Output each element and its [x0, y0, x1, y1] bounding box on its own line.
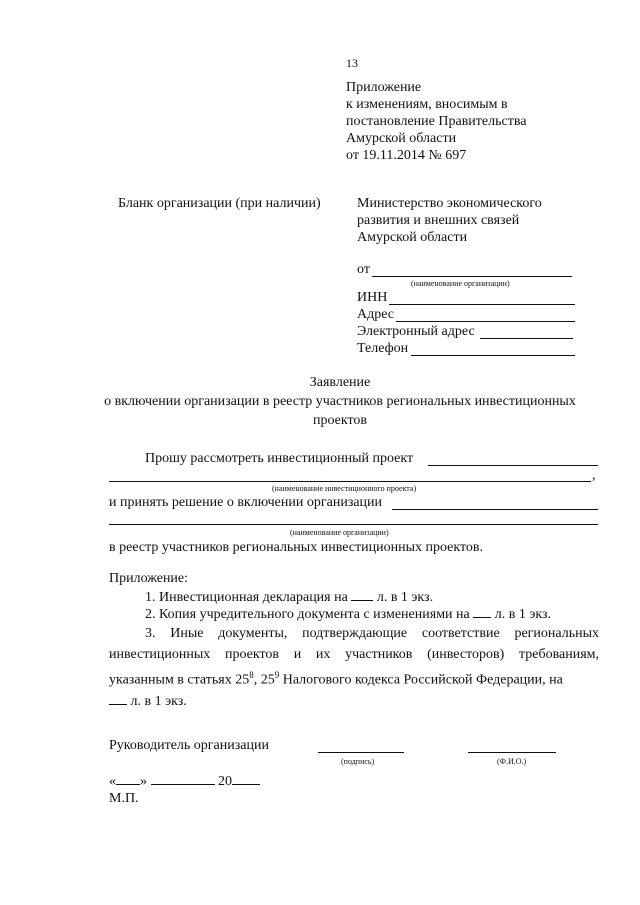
addressee-line-2: развития и внешних связей: [357, 213, 520, 228]
letterhead-label: Бланк организации (при наличии): [118, 196, 321, 211]
page-number: 13: [346, 56, 358, 70]
from-line: [372, 276, 572, 277]
phone-line: [411, 355, 575, 356]
addressee-line-3: Амурской области: [357, 230, 468, 245]
project-line-2: [109, 481, 591, 482]
attachment-item-1: 1. Инвестиционная декларация на л. в 1 экз.: [145, 590, 434, 605]
head-label: Руководитель организации: [109, 738, 269, 753]
project-line-1: [428, 465, 598, 466]
item3-blank: [109, 692, 127, 705]
addressee-line-1: Министерство экономического: [357, 196, 542, 211]
address-line: [396, 321, 575, 322]
appendix-line-4: Амурской области: [346, 131, 457, 146]
year-blank: [232, 772, 260, 785]
registry-text: в реестр участников региональных инвестиционных проектов.: [109, 540, 484, 555]
from-caption: (наименование организации): [411, 279, 510, 288]
name-caption: (Ф.И.О.): [497, 757, 527, 766]
org-line-2: [109, 524, 598, 525]
email-line: [480, 338, 573, 339]
item2-blank: [473, 605, 491, 618]
appendix-line-5: от 19.11.2014 № 697: [346, 148, 467, 163]
attachment-item-3: 3. Иные документы, подтверждающие соответствие региональных инвестиционных проектов и их участников (инвесторов) требованиям, указанным в статьях $25^8$, $25^9$ Налогового кодекса Российской Федерации, на л. в 1 экз.: [109, 626, 599, 709]
attachment-item-2: 2. Копия учредительного документа с изменениями на л. в 1 экз.: [145, 607, 552, 622]
title-line-2: о включении организации в реестр участников региональных инвестиционных: [104, 394, 576, 409]
accept-text: и принять решение о включении организации: [109, 495, 383, 510]
org-line-1: [392, 509, 598, 510]
name-line: [468, 752, 556, 753]
from-label: от: [357, 262, 370, 277]
appendix-line-1: Приложение: [346, 80, 422, 95]
inn-line: [389, 304, 575, 305]
seal-label: М.П.: [109, 791, 139, 806]
org-caption: (наименование организации): [290, 528, 389, 537]
project-caption: (наименование инвестиционного проекта): [272, 484, 417, 493]
month-blank: [151, 772, 215, 785]
address-label: Адрес: [357, 307, 395, 322]
day-blank: [116, 772, 140, 785]
attachments-heading: Приложение:: [109, 571, 189, 586]
appendix-line-3: постановление Правительства: [346, 114, 527, 129]
item1-blank: [351, 588, 373, 601]
date-row: « » 20: [109, 772, 260, 790]
appendix-line-2: к изменениям, вносимым в: [346, 97, 508, 112]
title-line-3: проектов: [312, 413, 368, 428]
request-text: Прошу рассмотреть инвестиционный проект: [145, 451, 414, 466]
project-comma: ,: [592, 468, 596, 483]
email-label: Электронный адрес: [357, 324, 475, 339]
inn-label: ИНН: [357, 290, 388, 305]
signature-caption: (подпись): [341, 757, 375, 766]
title-line-1: Заявление: [309, 375, 371, 390]
signature-line: [318, 752, 404, 753]
phone-label: Телефон: [357, 341, 409, 356]
